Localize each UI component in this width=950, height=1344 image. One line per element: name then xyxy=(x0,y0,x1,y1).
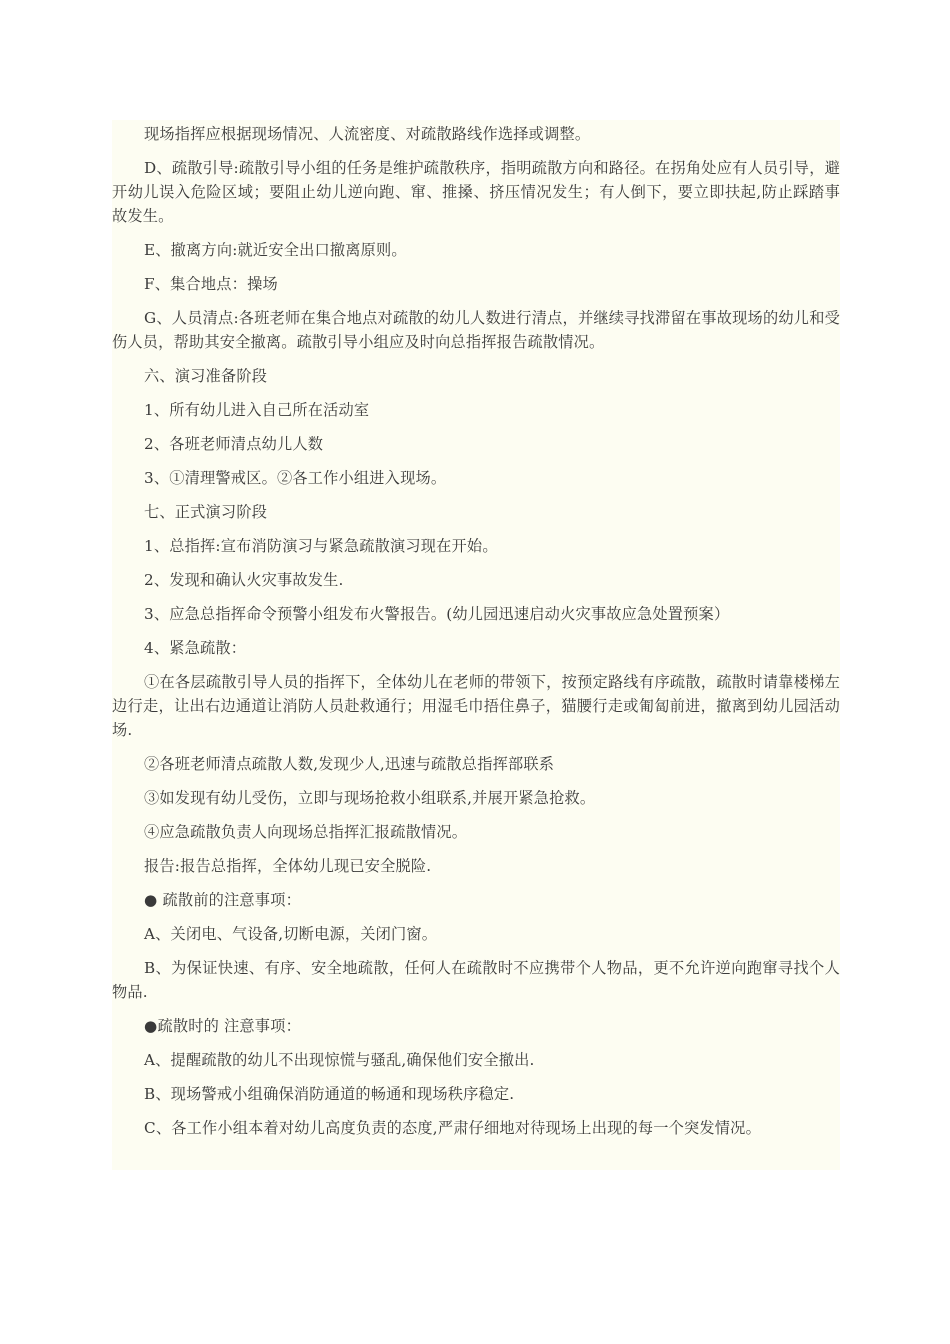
paragraph: 2、发现和确认火灾事故发生. xyxy=(144,571,344,589)
paragraph: ④应急疏散负责人向现场总指挥汇报疏散情况。 xyxy=(144,823,468,841)
document-body xyxy=(112,120,840,1170)
paragraph: ②各班老师清点疏散人数,发现少人,迅速与疏散总指挥部联系 xyxy=(144,755,555,773)
paragraph: D、疏散引导:疏散引导小组的任务是维护疏散秩序，指明疏散方向和路径。在拐角处应有人员引导，避开幼儿误入危险区域；要阻止幼儿逆向跑、窜、推搡、挤压情况发生；有人倒下，要立即扶起,防止踩踏事故发生。 xyxy=(112,159,840,225)
paragraph: 4、紧急疏散： xyxy=(144,639,247,657)
paragraph: 1、所有幼儿进入自己所在活动室 xyxy=(144,401,370,419)
paragraph: A、关闭电、气设备,切断电源，关闭门窗。 xyxy=(144,925,438,943)
paragraph: C、各工作小组本着对幼儿高度负责的态度,严肃仔细地对待现场上出现的每一个突发情况。 xyxy=(144,1119,761,1137)
section-heading: 六、演习准备阶段 xyxy=(144,367,268,385)
paragraph: 现场指挥应根据现场情况、人流密度、对疏散路线作选择或调整。 xyxy=(144,125,591,143)
paragraph: 3、①清理警戒区。②各工作小组进入现场。 xyxy=(144,469,447,487)
paragraph: E、撤离方向:就近安全出口撤离原则。 xyxy=(144,241,407,259)
paragraph: 3、应急总指挥命令预警小组发布火警报告。(幼儿园迅速启动火灾事故应急处置预案） xyxy=(144,605,730,623)
paragraph: 报告:报告总指挥，全体幼儿现已安全脱险. xyxy=(144,857,432,875)
bullet-heading: ●疏散时的 注意事项： xyxy=(144,1017,301,1035)
paragraph: A、提醒疏散的幼儿不出现惊慌与骚乱,确保他们安全撤出. xyxy=(144,1051,535,1069)
section-heading: 七、正式演习阶段 xyxy=(144,503,268,521)
paragraph: B、现场警戒小组确保消防通道的畅通和现场秩序稳定. xyxy=(144,1085,515,1103)
paragraph: B、为保证快速、有序、安全地疏散，任何人在疏散时不应携带个人物品，更不允许逆向跑窜寻找个人物品. xyxy=(112,959,840,1001)
paragraph: 1、总指挥:宣布消防演习与紧急疏散演习现在开始。 xyxy=(144,537,498,555)
paragraph: ③如发现有幼儿受伤，立即与现场抢救小组联系,并展开紧急抢救。 xyxy=(144,789,596,807)
bullet-heading: ● 疏散前的注意事项： xyxy=(144,891,301,909)
paragraph: F、集合地点：操场 xyxy=(144,275,278,293)
paragraph: 2、各班老师清点幼儿人数 xyxy=(144,435,324,453)
paragraph: ①在各层疏散引导人员的指挥下，全体幼儿在老师的带领下，按预定路线有序疏散，疏散时请靠楼梯左边行走，让出右边通道让消防人员赴救通行；用湿毛巾捂住鼻子，猫腰行走或匍匐前进，撤离到幼儿园活动场. xyxy=(112,673,840,739)
paragraph: G、人员清点:各班老师在集合地点对疏散的幼儿人数进行清点，并继续寻找滞留在事故现场的幼儿和受伤人员，帮助其安全撤离。疏散引导小组应及时向总指挥报告疏散情况。 xyxy=(112,309,840,351)
